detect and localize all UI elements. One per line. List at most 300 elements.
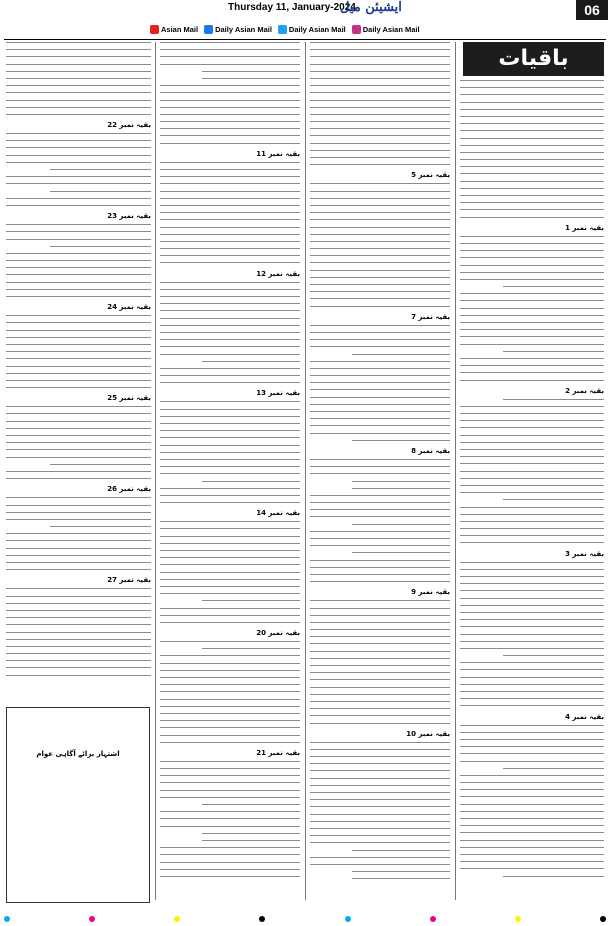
text-line bbox=[310, 679, 450, 680]
text-line bbox=[460, 669, 604, 670]
text-line bbox=[460, 435, 604, 436]
text-line bbox=[460, 847, 604, 848]
text-line bbox=[460, 746, 604, 747]
text-line bbox=[160, 641, 300, 642]
text-line bbox=[310, 622, 450, 623]
text-line bbox=[310, 643, 450, 644]
black-dot bbox=[600, 916, 606, 922]
text-line bbox=[160, 790, 300, 791]
print-registration-bar bbox=[0, 912, 610, 926]
text-line bbox=[160, 466, 300, 467]
text-line bbox=[160, 459, 300, 460]
text-line bbox=[202, 833, 300, 834]
text-line bbox=[460, 641, 604, 642]
text-line bbox=[6, 282, 151, 283]
text-line bbox=[310, 723, 450, 724]
text-line bbox=[503, 768, 604, 769]
text-line bbox=[6, 92, 151, 93]
youtube-icon bbox=[150, 25, 159, 34]
text-line bbox=[310, 600, 450, 601]
social-youtube[interactable]: Asian Mail bbox=[150, 20, 198, 38]
yellow-dot bbox=[515, 916, 521, 922]
text-line bbox=[460, 753, 604, 754]
text-line bbox=[310, 205, 450, 206]
text-line bbox=[503, 499, 604, 500]
text-line bbox=[6, 505, 151, 506]
text-line bbox=[6, 107, 151, 108]
text-line bbox=[6, 100, 151, 101]
text-line bbox=[160, 296, 300, 297]
text-line bbox=[460, 662, 604, 663]
text-line bbox=[310, 397, 450, 398]
text-line bbox=[6, 449, 151, 450]
text-line bbox=[160, 310, 300, 311]
column-divider bbox=[305, 42, 306, 900]
text-line bbox=[310, 198, 450, 199]
continuation-heading: بقیہ نمبر 2 bbox=[565, 386, 604, 395]
text-line bbox=[6, 49, 151, 50]
text-line bbox=[6, 147, 151, 148]
text-line bbox=[160, 368, 300, 369]
issue-date: Thursday 11, January-2024 bbox=[228, 2, 356, 13]
text-line bbox=[160, 176, 300, 177]
column-divider bbox=[155, 42, 156, 900]
text-line bbox=[460, 380, 604, 381]
text-line bbox=[460, 677, 604, 678]
text-line bbox=[460, 542, 604, 543]
continuation-heading: بقیہ نمبر 5 bbox=[411, 171, 450, 180]
text-line bbox=[310, 270, 450, 271]
text-line bbox=[160, 622, 300, 623]
text-line bbox=[6, 569, 151, 570]
text-line bbox=[310, 756, 450, 757]
text-line bbox=[202, 648, 300, 649]
text-line bbox=[460, 427, 604, 428]
text-line bbox=[310, 411, 450, 412]
text-line bbox=[460, 243, 604, 244]
text-line bbox=[6, 330, 151, 331]
text-line bbox=[310, 509, 450, 510]
text-line bbox=[352, 481, 450, 482]
header-rule bbox=[4, 39, 606, 40]
column-divider bbox=[455, 42, 456, 900]
text-line bbox=[50, 464, 152, 465]
text-line bbox=[460, 456, 604, 457]
text-line bbox=[6, 42, 151, 43]
text-line bbox=[6, 596, 151, 597]
text-line bbox=[310, 325, 450, 326]
text-line bbox=[310, 157, 450, 158]
text-line bbox=[460, 782, 604, 783]
text-line bbox=[310, 389, 450, 390]
continuation-heading: بقیہ نمبر 11 bbox=[256, 149, 300, 158]
text-line bbox=[310, 433, 450, 434]
text-line bbox=[6, 253, 151, 254]
text-line bbox=[310, 291, 450, 292]
text-line bbox=[460, 478, 604, 479]
continuation-heading: بقیہ نمبر 4 bbox=[565, 712, 604, 721]
continuation-heading: بقیہ نمبر 3 bbox=[565, 549, 604, 558]
text-line bbox=[460, 329, 604, 330]
text-line bbox=[6, 603, 151, 604]
text-line bbox=[160, 586, 300, 587]
text-line bbox=[6, 413, 151, 414]
text-line bbox=[160, 318, 300, 319]
text-line bbox=[460, 832, 604, 833]
text-line bbox=[160, 691, 300, 692]
text-line bbox=[352, 850, 450, 851]
text-line bbox=[6, 540, 151, 541]
text-line bbox=[160, 876, 300, 877]
text-line bbox=[460, 217, 604, 218]
text-line bbox=[160, 847, 300, 848]
text-line bbox=[460, 130, 604, 131]
text-line bbox=[6, 224, 151, 225]
text-line bbox=[310, 107, 450, 108]
continuation-heading: بقیہ نمبر 7 bbox=[411, 312, 450, 321]
magenta-dot bbox=[430, 916, 436, 922]
text-line bbox=[310, 298, 450, 299]
text-line bbox=[460, 181, 604, 182]
social-bar bbox=[150, 20, 420, 38]
text-line bbox=[310, 672, 450, 673]
text-line bbox=[160, 234, 300, 235]
text-line bbox=[460, 94, 604, 95]
text-line bbox=[310, 49, 450, 50]
text-line bbox=[160, 663, 300, 664]
text-line bbox=[160, 346, 300, 347]
text-line bbox=[160, 191, 300, 192]
text-line bbox=[460, 123, 604, 124]
text-line bbox=[310, 219, 450, 220]
ad-title: اشتہار برائے آگاہی عوام bbox=[36, 750, 120, 758]
text-line bbox=[6, 646, 151, 647]
text-column-4 bbox=[460, 80, 604, 900]
continuation-heading: بقیہ نمبر 10 bbox=[406, 729, 450, 738]
text-line bbox=[6, 624, 151, 625]
text-line bbox=[460, 257, 604, 258]
text-line bbox=[352, 871, 450, 872]
text-line bbox=[310, 234, 450, 235]
continuation-heading: بقیہ نمبر 12 bbox=[256, 269, 300, 278]
text-line bbox=[460, 583, 604, 584]
text-line bbox=[310, 100, 450, 101]
text-line bbox=[310, 466, 450, 467]
text-line bbox=[460, 739, 604, 740]
text-line bbox=[160, 303, 300, 304]
text-line bbox=[310, 806, 450, 807]
text-line bbox=[310, 42, 450, 43]
text-line bbox=[160, 325, 300, 326]
text-line bbox=[6, 588, 151, 589]
text-line bbox=[460, 293, 604, 294]
text-line bbox=[160, 615, 300, 616]
text-line bbox=[6, 366, 151, 367]
text-line bbox=[460, 691, 604, 692]
text-line bbox=[460, 804, 604, 805]
text-line bbox=[352, 488, 450, 489]
text-line bbox=[310, 821, 450, 822]
text-line bbox=[160, 183, 300, 184]
text-line bbox=[310, 608, 450, 609]
text-line bbox=[160, 735, 300, 736]
text-line bbox=[460, 300, 604, 301]
continuation-heading: بقیہ نمبر 9 bbox=[411, 588, 450, 597]
text-line bbox=[310, 658, 450, 659]
text-line bbox=[310, 368, 450, 369]
social-twitter[interactable]: Daily Asian Mail bbox=[278, 20, 346, 38]
text-line bbox=[310, 121, 450, 122]
text-line bbox=[460, 789, 604, 790]
continuation-heading: بقیہ نمبر 27 bbox=[107, 576, 151, 585]
text-line bbox=[310, 459, 450, 460]
text-line bbox=[6, 639, 151, 640]
text-line bbox=[160, 248, 300, 249]
social-facebook[interactable]: Daily Asian Mail bbox=[204, 20, 272, 38]
text-line bbox=[160, 262, 300, 263]
text-line bbox=[6, 380, 151, 381]
text-line bbox=[460, 209, 604, 210]
text-line bbox=[310, 687, 450, 688]
text-line bbox=[460, 796, 604, 797]
text-line bbox=[160, 227, 300, 228]
text-line bbox=[460, 145, 604, 146]
text-line bbox=[6, 660, 151, 661]
text-line bbox=[202, 481, 300, 482]
text-line bbox=[6, 667, 151, 668]
text-line bbox=[310, 770, 450, 771]
text-line bbox=[160, 608, 300, 609]
text-line bbox=[310, 665, 450, 666]
text-line bbox=[310, 842, 450, 843]
text-line bbox=[160, 56, 300, 57]
text-line bbox=[460, 698, 604, 699]
text-line bbox=[310, 346, 450, 347]
text-line bbox=[160, 128, 300, 129]
text-line bbox=[310, 581, 450, 582]
text-line bbox=[310, 150, 450, 151]
text-line bbox=[160, 706, 300, 707]
text-line bbox=[160, 198, 300, 199]
text-line bbox=[6, 457, 151, 458]
text-line bbox=[460, 344, 604, 345]
continuation-heading: بقیہ نمبر 23 bbox=[107, 212, 151, 221]
text-line bbox=[160, 761, 300, 762]
text-line bbox=[460, 308, 604, 309]
text-line bbox=[160, 437, 300, 438]
text-line bbox=[160, 143, 300, 144]
text-line bbox=[310, 85, 450, 86]
text-line bbox=[6, 562, 151, 563]
text-line bbox=[160, 121, 300, 122]
text-line bbox=[6, 497, 151, 498]
text-line bbox=[202, 78, 300, 79]
text-line bbox=[160, 557, 300, 558]
text-line bbox=[6, 617, 151, 618]
text-line bbox=[160, 579, 300, 580]
text-line bbox=[460, 514, 604, 515]
text-line bbox=[160, 550, 300, 551]
text-line bbox=[6, 315, 151, 316]
text-line bbox=[160, 409, 300, 410]
text-line bbox=[460, 109, 604, 110]
text-line bbox=[460, 358, 604, 359]
text-line bbox=[6, 289, 151, 290]
text-line bbox=[160, 255, 300, 256]
text-line bbox=[6, 533, 151, 534]
text-line bbox=[460, 562, 604, 563]
text-line bbox=[160, 375, 300, 376]
text-line bbox=[310, 262, 450, 263]
text-line bbox=[202, 71, 300, 72]
text-line bbox=[310, 164, 450, 165]
text-line bbox=[160, 135, 300, 136]
text-line bbox=[460, 507, 604, 508]
text-line bbox=[160, 289, 300, 290]
text-line bbox=[310, 516, 450, 517]
text-line bbox=[460, 576, 604, 577]
text-line bbox=[460, 365, 604, 366]
text-line bbox=[6, 337, 151, 338]
text-line bbox=[460, 605, 604, 606]
page-number: 06 bbox=[576, 0, 608, 20]
continuation-heading: بقیہ نمبر 26 bbox=[107, 485, 151, 494]
text-line bbox=[460, 761, 604, 762]
text-line bbox=[310, 864, 450, 865]
text-line bbox=[6, 133, 151, 134]
text-line bbox=[6, 183, 151, 184]
text-line bbox=[6, 64, 151, 65]
text-line bbox=[310, 382, 450, 383]
continuation-heading: بقیہ نمبر 8 bbox=[411, 446, 450, 455]
text-line bbox=[310, 284, 450, 285]
text-line bbox=[160, 564, 300, 565]
text-line bbox=[310, 701, 450, 702]
text-line bbox=[460, 705, 604, 706]
text-line bbox=[6, 471, 151, 472]
text-line bbox=[160, 713, 300, 714]
text-line bbox=[310, 78, 450, 79]
text-line bbox=[460, 202, 604, 203]
text-line bbox=[460, 634, 604, 635]
text-line bbox=[160, 416, 300, 417]
text-line bbox=[503, 286, 604, 287]
text-line bbox=[310, 56, 450, 57]
text-line bbox=[310, 212, 450, 213]
text-line bbox=[310, 792, 450, 793]
text-line bbox=[6, 358, 151, 359]
text-line bbox=[6, 198, 151, 199]
text-line bbox=[6, 610, 151, 611]
text-line bbox=[160, 593, 300, 594]
text-line bbox=[6, 296, 151, 297]
text-line bbox=[310, 742, 450, 743]
text-line bbox=[460, 152, 604, 153]
text-line bbox=[460, 173, 604, 174]
text-line bbox=[460, 725, 604, 726]
text-line bbox=[6, 239, 151, 240]
text-line bbox=[160, 219, 300, 220]
text-line bbox=[310, 531, 450, 532]
text-line bbox=[202, 804, 300, 805]
text-line bbox=[310, 799, 450, 800]
text-line bbox=[310, 828, 450, 829]
text-line bbox=[160, 775, 300, 776]
continuation-heading: بقیہ نمبر 20 bbox=[256, 629, 300, 638]
text-line bbox=[460, 322, 604, 323]
text-line bbox=[460, 272, 604, 273]
text-line bbox=[160, 699, 300, 700]
text-line bbox=[160, 114, 300, 115]
text-line bbox=[460, 598, 604, 599]
text-line bbox=[6, 162, 151, 163]
text-line bbox=[310, 64, 450, 65]
text-line bbox=[160, 797, 300, 798]
social-instagram[interactable]: Daily Asian Mail bbox=[352, 20, 420, 38]
continuation-heading: بقیہ نمبر 25 bbox=[107, 394, 151, 403]
text-line bbox=[310, 835, 450, 836]
black-dot bbox=[259, 916, 265, 922]
text-line bbox=[460, 442, 604, 443]
text-line bbox=[310, 339, 450, 340]
text-line bbox=[460, 413, 604, 414]
text-line bbox=[50, 191, 152, 192]
text-line bbox=[460, 861, 604, 862]
text-line bbox=[160, 655, 300, 656]
text-line bbox=[160, 543, 300, 544]
text-line bbox=[160, 64, 300, 65]
text-line bbox=[160, 85, 300, 86]
text-line bbox=[6, 442, 151, 443]
text-line bbox=[160, 818, 300, 819]
twitter-icon bbox=[278, 25, 287, 34]
magenta-dot bbox=[89, 916, 95, 922]
text-line bbox=[6, 421, 151, 422]
continuation-heading: بقیہ نمبر 14 bbox=[256, 509, 300, 518]
text-line bbox=[160, 212, 300, 213]
text-line bbox=[310, 241, 450, 242]
text-line bbox=[503, 351, 604, 352]
text-line bbox=[460, 471, 604, 472]
text-line bbox=[352, 354, 450, 355]
text-line bbox=[160, 205, 300, 206]
text-line bbox=[6, 56, 151, 57]
continuation-heading: بقیہ نمبر 21 bbox=[256, 748, 300, 757]
text-line bbox=[310, 92, 450, 93]
text-line bbox=[202, 361, 300, 362]
text-line bbox=[460, 188, 604, 189]
text-line bbox=[460, 626, 604, 627]
text-line bbox=[460, 236, 604, 237]
text-line bbox=[310, 248, 450, 249]
text-line bbox=[6, 155, 151, 156]
text-line bbox=[460, 818, 604, 819]
text-line bbox=[160, 536, 300, 537]
text-line bbox=[310, 545, 450, 546]
text-line bbox=[202, 840, 300, 841]
text-line bbox=[6, 478, 151, 479]
text-line bbox=[6, 85, 151, 86]
text-line bbox=[460, 449, 604, 450]
text-line bbox=[310, 574, 450, 575]
text-line bbox=[460, 116, 604, 117]
text-line bbox=[160, 332, 300, 333]
text-line bbox=[160, 401, 300, 402]
text-line bbox=[160, 107, 300, 108]
text-line bbox=[50, 246, 152, 247]
text-line bbox=[6, 351, 151, 352]
text-line bbox=[460, 854, 604, 855]
